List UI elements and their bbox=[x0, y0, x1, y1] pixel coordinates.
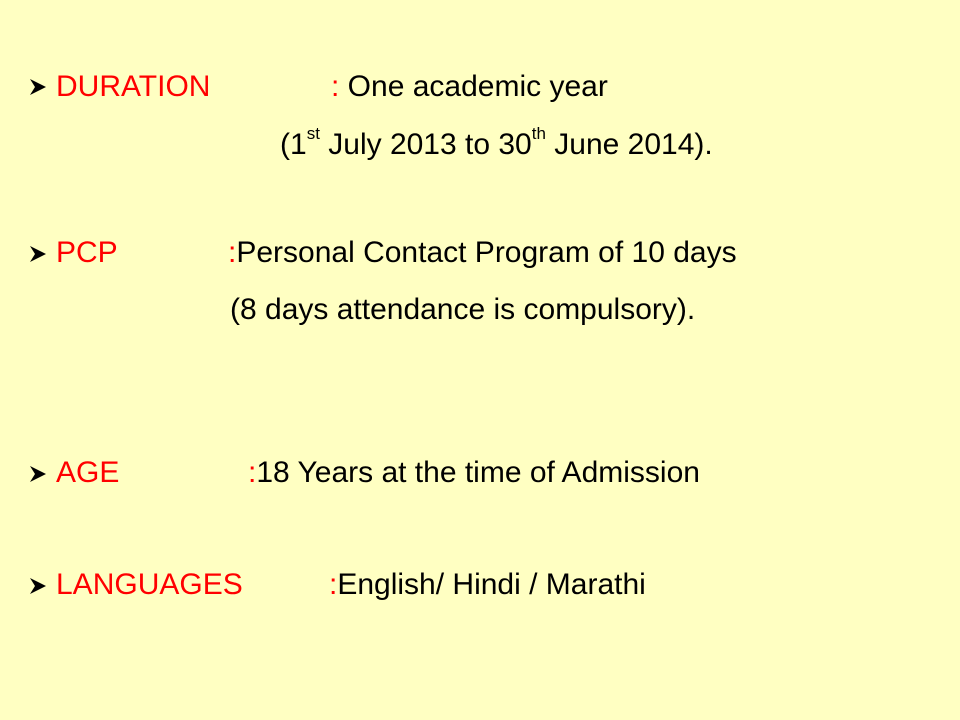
duration-detail-open: (1 bbox=[280, 128, 307, 161]
arrowhead-bullet-icon bbox=[28, 464, 48, 484]
pcp-detail: (8 days attendance is compulsory). bbox=[230, 293, 696, 326]
languages-value-line bbox=[329, 568, 646, 602]
age-separator: : bbox=[248, 456, 257, 489]
duration-separator: : bbox=[331, 70, 340, 103]
arrowhead-bullet-icon bbox=[28, 244, 48, 264]
arrowhead-bullet-icon bbox=[28, 576, 48, 596]
duration-value: One academic year bbox=[339, 70, 608, 103]
age-value: 18 Years at the time of Admission bbox=[256, 456, 700, 489]
arrowhead-bullet-icon bbox=[28, 77, 48, 97]
pcp-value: Personal Contact Program of 10 days bbox=[236, 236, 737, 269]
pcp-label: PCP bbox=[56, 236, 118, 269]
pcp-value-line bbox=[228, 236, 737, 270]
pcp-separator: : bbox=[228, 236, 237, 269]
duration-detail-sup2: th bbox=[531, 124, 546, 143]
languages-label: LANGUAGES bbox=[56, 568, 243, 601]
languages-separator: : bbox=[329, 568, 338, 601]
age-label: AGE bbox=[56, 456, 120, 489]
languages-value: English/ Hindi / Marathi bbox=[337, 568, 646, 601]
duration-detail-mid: July 2013 to 30 bbox=[319, 128, 532, 161]
duration-value-line bbox=[331, 70, 608, 104]
duration-label: DURATION bbox=[56, 70, 211, 103]
age-value-line bbox=[248, 456, 700, 490]
duration-detail bbox=[280, 124, 713, 162]
duration-detail-close: June 2014). bbox=[545, 128, 713, 161]
duration-detail-sup1: st bbox=[306, 124, 320, 143]
